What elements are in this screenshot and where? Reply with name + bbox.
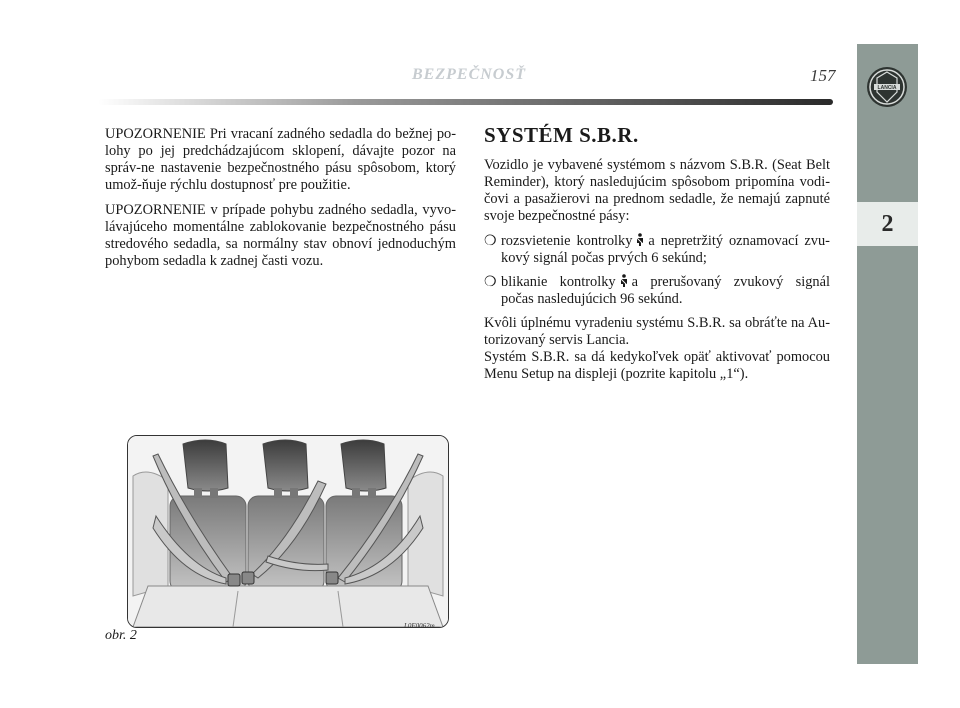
figure-caption: obr. 2 (105, 628, 137, 643)
figure-code: L0E0062m (404, 622, 435, 630)
bullet-circle-icon: ❍ (484, 234, 497, 249)
list-item (484, 274, 830, 308)
page-number: 157 (810, 66, 836, 85)
bullet-circle-icon: ❍ (484, 275, 497, 290)
reactivation-paragraph: Systém S.B.R. sa dá kedykoľvek opäť aktivovať pomocou Menu Setup na displeji (pozrite kapitolu „1“). (484, 349, 830, 382)
bullet-text-before: blikanie kontrolky (501, 274, 616, 290)
left-column (105, 126, 456, 278)
seatbelt-warning-icon (619, 274, 629, 288)
right-column (484, 124, 830, 391)
header-rule (98, 99, 833, 105)
bullet-text-after: a nepretržitý oznamovací zvu-kový signál počas prvých 6 sekúnd; (501, 233, 830, 266)
bullet-text (501, 274, 830, 308)
bullet-text-after: a prerušovaný zvukový signál počas nasledujúcich 96 sekúnd. (501, 274, 830, 307)
warning-paragraph-1: UPOZORNENIE Pri vracaní zadného sedadla do bežnej po-lohy po jej predchádzajúcom sklopení, dávajte pozor na správ-ne nastavenie bezpečnostného pásu spôsobom, ktorý umož-ňuje rýchlu dostupnosť pre použitie. (105, 126, 456, 193)
seatbelt-warning-icon (635, 233, 645, 247)
logo-text: LANCIA (877, 85, 897, 91)
chapter-sidebar (857, 44, 918, 664)
running-header: BEZPEČNOSŤ (412, 66, 527, 83)
list-item (484, 233, 830, 267)
chapter-number: 2 (881, 210, 894, 237)
service-paragraph: Kvôli úplnému vyradeniu systému S.B.R. sa obráťte na Au-torizovaný servis Lancia. (484, 315, 830, 348)
rear-seat-illustration (127, 435, 449, 628)
bullet-text-before: rozsvietenie kontrolky (501, 233, 633, 249)
bullet-text (501, 233, 830, 267)
chapter-tab[interactable] (857, 202, 918, 246)
rear-seat-drawing (128, 436, 448, 627)
warning-paragraph-2: UPOZORNENIE v prípade pohybu zadného sedadla, vyvo-lávajúceho momentálne zablokovanie bezpečnostného pásu stredového sedadla, sa normálny stav obnoví jednoduchým pohybom sedadla k zadnej časti vozu. (105, 202, 456, 269)
lancia-logo-icon (866, 66, 908, 108)
intro-paragraph: Vozidlo je vybavené systémom s názvom S.B.R. (Seat Belt Reminder), ktorý nasledujúcim spôsobom pripomína vodi-čovi a pasažierovi na prednom sedadle, že nemajú zapnuté svoje bezpečnostné pásy: (484, 157, 830, 224)
section-title: SYSTÉM S.B.R. (484, 123, 639, 147)
